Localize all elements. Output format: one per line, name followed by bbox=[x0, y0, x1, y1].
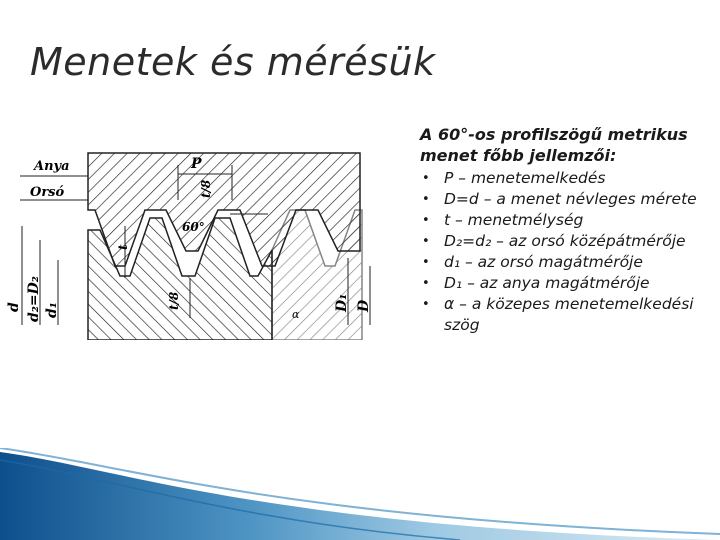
list-item bbox=[420, 252, 715, 273]
list-item-text: d₁ – az orsó magátmérője bbox=[444, 253, 643, 271]
label-D1: D₁ bbox=[334, 293, 350, 312]
list-item-text: D₁ – az anya magátmérője bbox=[444, 274, 650, 292]
list-item bbox=[420, 273, 715, 294]
thread-diagram bbox=[0, 140, 400, 340]
list-item-text: t – menetmélység bbox=[444, 211, 584, 229]
bullet-icon: • bbox=[422, 234, 430, 249]
bullet-icon: • bbox=[422, 213, 430, 228]
list-item bbox=[420, 210, 715, 231]
label-alpha: α bbox=[292, 308, 300, 321]
list-item-text: D₂=d₂ – az orsó középátmérője bbox=[444, 232, 686, 250]
bullet-icon: • bbox=[422, 297, 430, 312]
label-eighth-bottom: t/8 bbox=[167, 291, 181, 310]
label-d2: d₂=D₂ bbox=[26, 276, 42, 322]
label-d1: d₁ bbox=[44, 302, 60, 318]
label-bolt: Orsó bbox=[30, 185, 65, 200]
slide-title: Menetek és mérésük bbox=[30, 40, 436, 84]
label-D: D bbox=[356, 299, 372, 312]
list-item-text: P – menetemelkedés bbox=[444, 169, 606, 187]
label-eighth-top: t/8 bbox=[199, 179, 213, 198]
thread-characteristics-list bbox=[420, 168, 715, 336]
list-item-text: α – a közepes menetemelkedési szög bbox=[444, 295, 694, 334]
list-item bbox=[420, 168, 715, 189]
label-angle: 60° bbox=[182, 220, 205, 234]
decorative-footer-band bbox=[0, 448, 720, 540]
list-item-text: D=d – a menet névleges mérete bbox=[444, 190, 697, 208]
label-nut: Anya bbox=[34, 159, 70, 174]
thread-characteristics-heading: A 60°-os profilszögű metrikus menet főbb jellemzői: bbox=[420, 125, 688, 165]
label-depth: t bbox=[116, 244, 130, 250]
bullet-icon: • bbox=[422, 192, 430, 207]
label-d: d bbox=[6, 302, 22, 312]
bullet-icon: • bbox=[422, 171, 430, 186]
label-pitch: P bbox=[191, 156, 202, 172]
bullet-icon: • bbox=[422, 276, 430, 291]
list-item bbox=[420, 294, 715, 336]
list-item bbox=[420, 189, 715, 210]
list-item bbox=[420, 231, 715, 252]
bullet-icon: • bbox=[422, 255, 430, 270]
